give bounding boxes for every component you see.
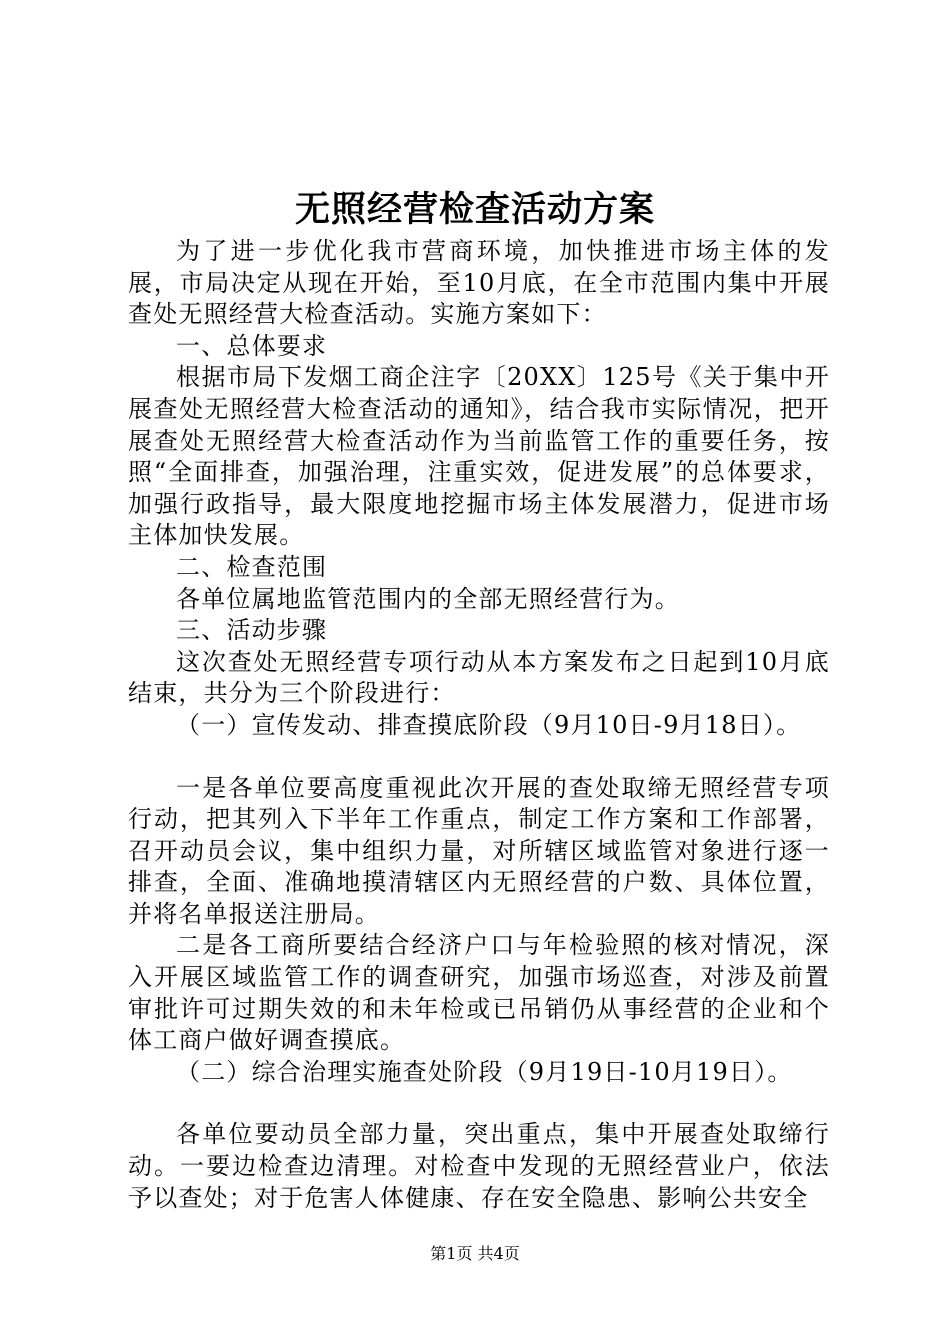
heading-inspection-scope: 二、检查范围 <box>176 552 328 581</box>
paragraph-intro: 为了进一步优化我市营商环境，加快推进市场主体的发展，市局决定从现在开始，至10月底，在全市范围内集中开展查处无照经营大检查活动。实施方案如下： <box>128 237 830 329</box>
paragraph-inspection-scope: 各单位属地监管范围内的全部无照经营行为。 <box>176 584 680 613</box>
document-title: 无照经营检查活动方案 <box>294 190 655 230</box>
heading-stage-one: （一）宣传发动、排查摸底阶段（9月10日-9月18日）。 <box>176 710 802 739</box>
paragraph-stage-two: 各单位要动员全部力量，突出重点，集中开展查处取缔行动。一要边检查边清理。对检查中发现的无照经营业户，依法予以查处；对于危害人体健康、存在安全隐患、影响公共安全 <box>128 1120 830 1212</box>
heading-general-requirements: 一、总体要求 <box>176 331 328 360</box>
paragraph-stage-one-first: 一是各单位要高度重视此次开展的查处取缔无照经营专项行动，把其列入下半年工作重点，制定工作方案和工作部署，召开动员会议，集中组织力量，对所辖区域监管对象进行逐一排查，全面、准确地摸清辖区内无照经营的户数、具体位置，并将名单报送注册局。 <box>128 773 830 928</box>
paragraph-general-requirements: 根据市局下发烟工商企注字〔20XX〕125号《关于集中开展查处无照经营大检查活动的通知》，结合我市实际情况，把开展查处无照经营大检查活动作为当前监管工作的重要任务，按照“全面排查，加强治理，注重实效，促进发展”的总体要求，加强行政指导，最大限度地挖掘市场主体发展潜力，促进市场主体加快发展。 <box>128 363 830 550</box>
paragraph-activity-steps: 这次查处无照经营专项行动从本方案发布之日起到10月底结束，共分为三个阶段进行： <box>128 647 830 708</box>
page-number: 第1页 共4页 <box>430 1244 520 1263</box>
heading-stage-two: （二）综合治理实施查处阶段（9月19日-10月19日）。 <box>176 1057 793 1086</box>
heading-activity-steps: 三、活动步骤 <box>176 616 328 645</box>
document-body <box>128 236 830 1214</box>
paragraph-stage-one-second: 二是各工商所要结合经济户口与年检验照的核对情况，深入开展区域监管工作的调查研究，加强市场巡查，对涉及前置审批许可过期失效的和未年检或已吊销仍从事经营的企业和个体工商户做好调查摸底。 <box>128 931 830 1055</box>
